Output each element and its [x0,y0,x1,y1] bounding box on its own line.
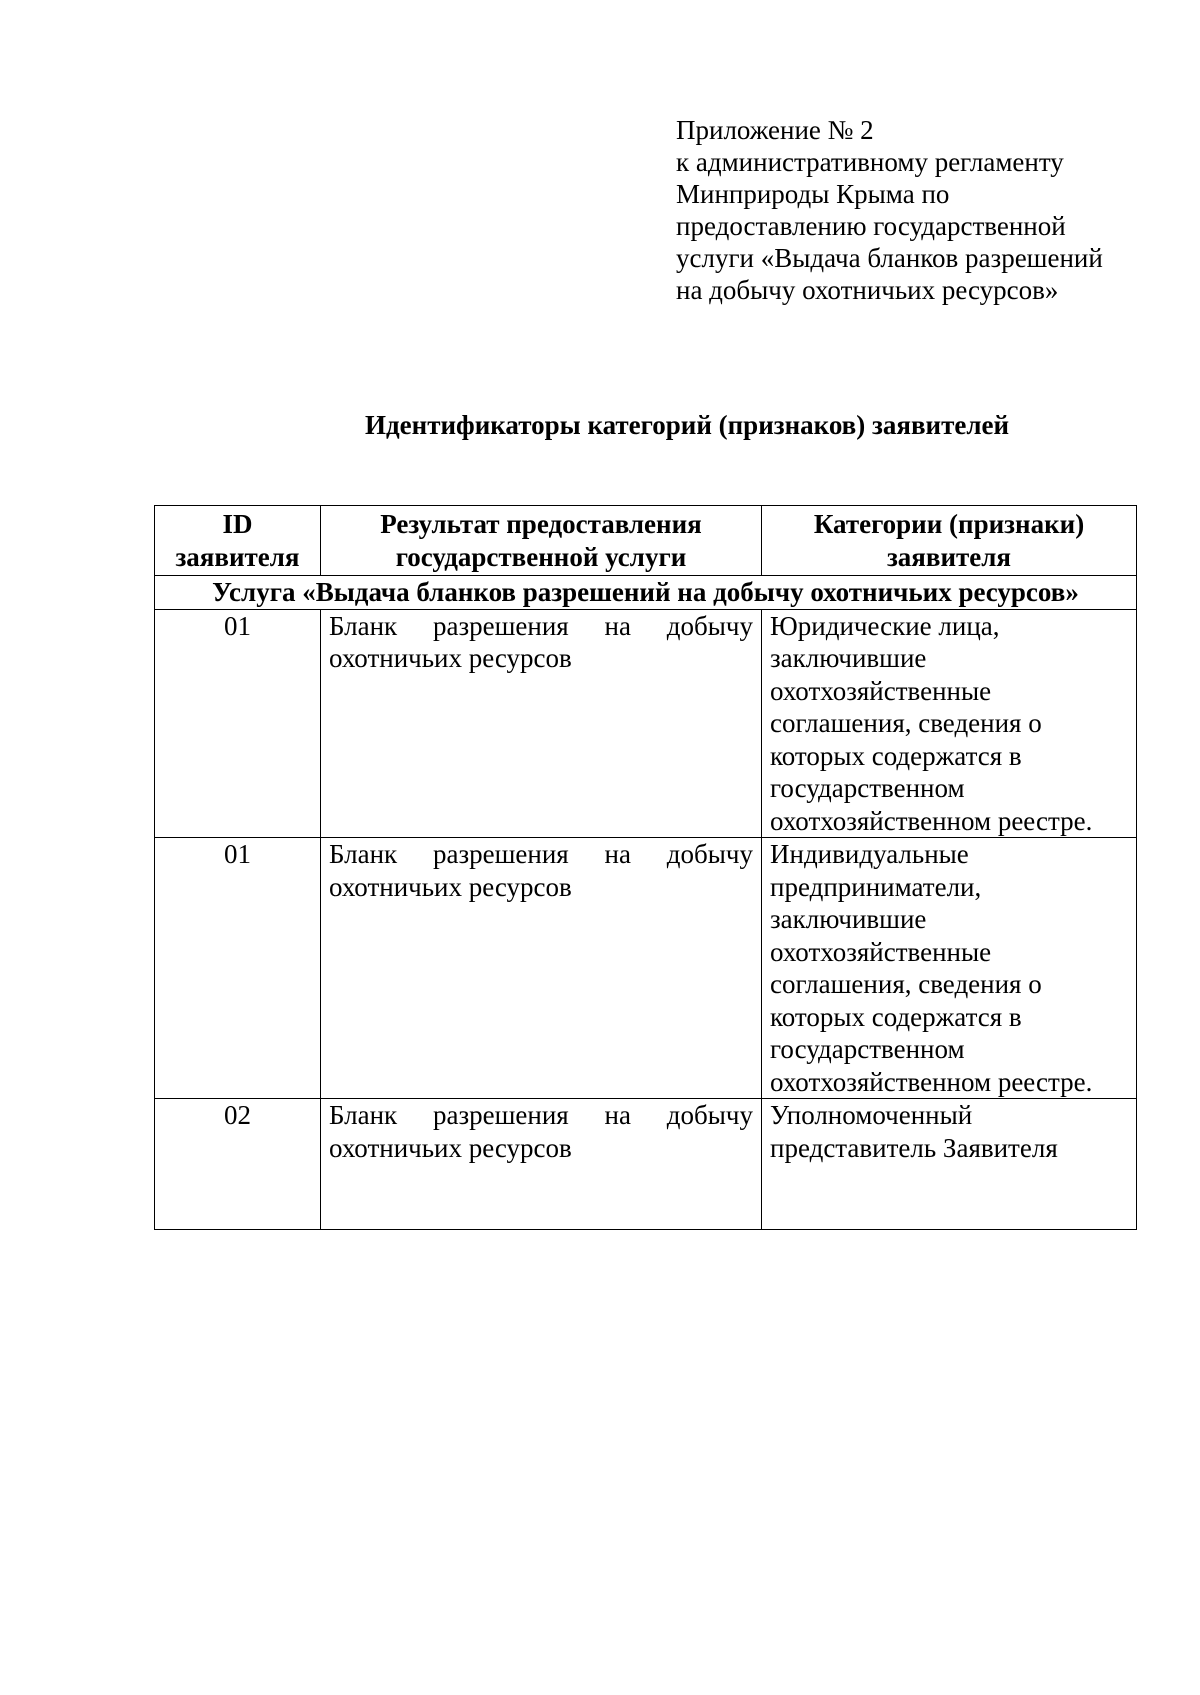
appendix-line: услуги «Выдача бланков разрешений [676,243,1103,273]
header-categories-line: заявителя [886,541,1012,572]
category-line: заключившие [770,904,927,934]
section-row [155,576,1137,610]
header-result-line: Результат предоставления [380,509,702,539]
table-row [155,609,1137,838]
category-line: соглашения, сведения о [770,969,1042,999]
applicant-category [762,1099,1137,1230]
category-line: соглашения, сведения о [770,708,1042,738]
category-line: которых содержатся в [770,740,1022,771]
appendix-note [676,114,1176,306]
category-line: Индивидуальные [770,839,969,869]
category-line: которых содержатся в [770,1001,1022,1032]
service-result: Бланк разрешения на добычу охотничьих ресурсов [321,609,762,838]
section-title: Услуга «Выдача бланков разрешений на добычу охотничьих ресурсов» [155,576,1137,610]
header-id [155,506,321,576]
header-id-line: ID [222,509,253,539]
table-row [155,838,1137,1099]
category-line: Уполномоченный [770,1100,973,1130]
header-categories-line: Категории (признаки) [813,509,1085,539]
category-line: государственном [770,1034,965,1064]
category-line: охотхозяйственном реестре. [770,805,1093,836]
header-result-line: государственной услуги [395,541,687,572]
category-line: охотхозяйственном реестре. [770,1066,1093,1097]
header-id-line: заявителя [175,541,300,572]
applicant-id: 01 [155,609,321,838]
table-header-row [155,506,1137,576]
appendix-line: предоставлению государственной [676,211,1066,241]
appendix-line: Минприроды Крыма по [676,179,950,209]
service-result: Бланк разрешения на добычу охотничьих ресурсов [321,1099,762,1230]
category-line: представитель Заявителя [770,1132,1058,1163]
category-line: предприниматели, [770,871,982,902]
applicant-category [762,609,1137,838]
category-line: охотхозяйственные [770,675,992,706]
category-line: охотхозяйственные [770,936,992,967]
applicant-id: 02 [155,1099,321,1230]
document-title: Идентификаторы категорий (признаков) заявителей [365,410,1010,440]
category-line: государственном [770,773,965,803]
applicant-category [762,838,1137,1099]
applicant-id: 01 [155,838,321,1099]
category-line: заключившие [770,643,927,673]
table-row [155,1099,1137,1230]
appendix-line: Приложение № 2 [676,115,874,145]
header-categories [762,506,1137,576]
appendix-line: к административному регламенту [676,147,1064,177]
appendix-line: на добычу охотничьих ресурсов» [676,275,1059,305]
service-result: Бланк разрешения на добычу охотничьих ресурсов [321,838,762,1099]
applicant-categories-table [154,505,1137,1230]
header-result [321,506,762,576]
category-line: Юридические лица, [770,610,1000,641]
